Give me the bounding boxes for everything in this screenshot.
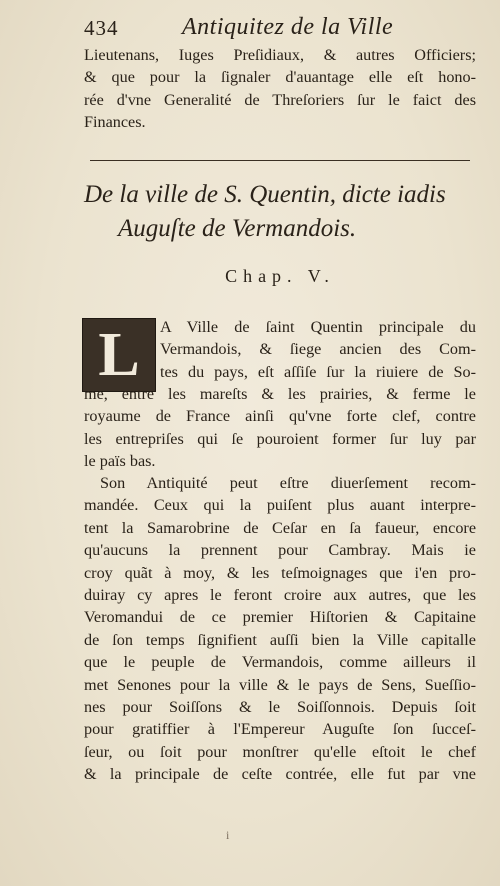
chapter-number: Chap. V.	[225, 266, 335, 286]
text-line: met Senones pour la ville & le pays de Sens, Sueſſio-	[84, 675, 476, 694]
text-line: tent la Samarobrine de Ceſar en ſa faueur, encore	[84, 518, 476, 537]
chapter-title-line: De la ville de S. Quentin, dicte iadis	[84, 181, 446, 208]
section-divider	[90, 160, 470, 161]
footer-mark: i	[226, 828, 230, 842]
text-line: Son Antiquité peut eſtre diuerſement recom-	[100, 474, 476, 492]
text-line: mandée. Ceux qui la puiſent plus auant interpre-	[84, 496, 476, 515]
text-line: ſeur, ou ſoit pour monſtrer qu'elle eſtoit le chef	[84, 742, 476, 761]
text-line: Lieutenans, Iuges Preſidiaux, & autres Officiers;	[84, 46, 476, 64]
page-header	[82, 10, 482, 40]
text-line: Veromandui de ce premier Hiſtorien & Capitaine	[84, 608, 476, 627]
text-line: Vermandois, & ſiege ancien des Com-	[160, 340, 476, 359]
text-line: qu'aucuns la prennent pour Cambray. Mais ie	[84, 541, 476, 560]
text-line: croy quãt à moy, & les teſmoignages que i'en pro-	[84, 563, 476, 582]
text-line: royaume de France ainſi qu'vne forte clef, contre	[84, 407, 476, 426]
first-paragraph	[84, 383, 476, 473]
text-line: A Ville de ſaint Quentin principale du	[160, 318, 476, 336]
decorated-initial	[82, 318, 156, 392]
text-line: pour gratiffier à l'Empereur Auguſte ſon ſucceſ-	[84, 720, 476, 739]
initial-letter: L	[98, 321, 140, 389]
text-line: nes pour Soiſſons & le Soiſſonnois. Depuis ſoit	[84, 697, 476, 716]
first-paragraph-opening	[160, 316, 476, 383]
text-line: rée d'vne Generalité de Threſoriers ſur le faict des	[84, 90, 476, 109]
top-paragraph	[84, 44, 476, 134]
text-line: duiray cy apres le feront croire aux autres, que les	[84, 585, 476, 604]
page-number: 434	[84, 16, 119, 40]
chapter-title	[84, 178, 476, 246]
text-line: le païs bas.	[84, 452, 156, 471]
chapter-title-line: Auguſte de Vermandois.	[118, 215, 357, 242]
second-paragraph	[84, 472, 476, 785]
text-line: me, entre les mareſts & les prairies, & ferme le	[84, 385, 476, 403]
text-line: & la principale de ceſte contrée, elle fut par vne	[84, 765, 476, 784]
text-line: de ſon temps ſignifient auſſi bien la Ville capitalle	[84, 630, 476, 649]
text-line: & que pour la ſignaler d'auantage elle eſt hono-	[84, 68, 476, 87]
text-line: Finances.	[84, 113, 146, 132]
text-line: que le peuple de Vermandois, comme ailleurs il	[84, 653, 476, 672]
running-title: Antiquitez de la Ville	[182, 14, 394, 40]
text-line: tes du pays, eſt aſſiſe ſur la riuiere de So-	[160, 362, 476, 381]
text-line: les entrepriſes qui ſe pouroient former ſur luy par	[84, 429, 476, 448]
